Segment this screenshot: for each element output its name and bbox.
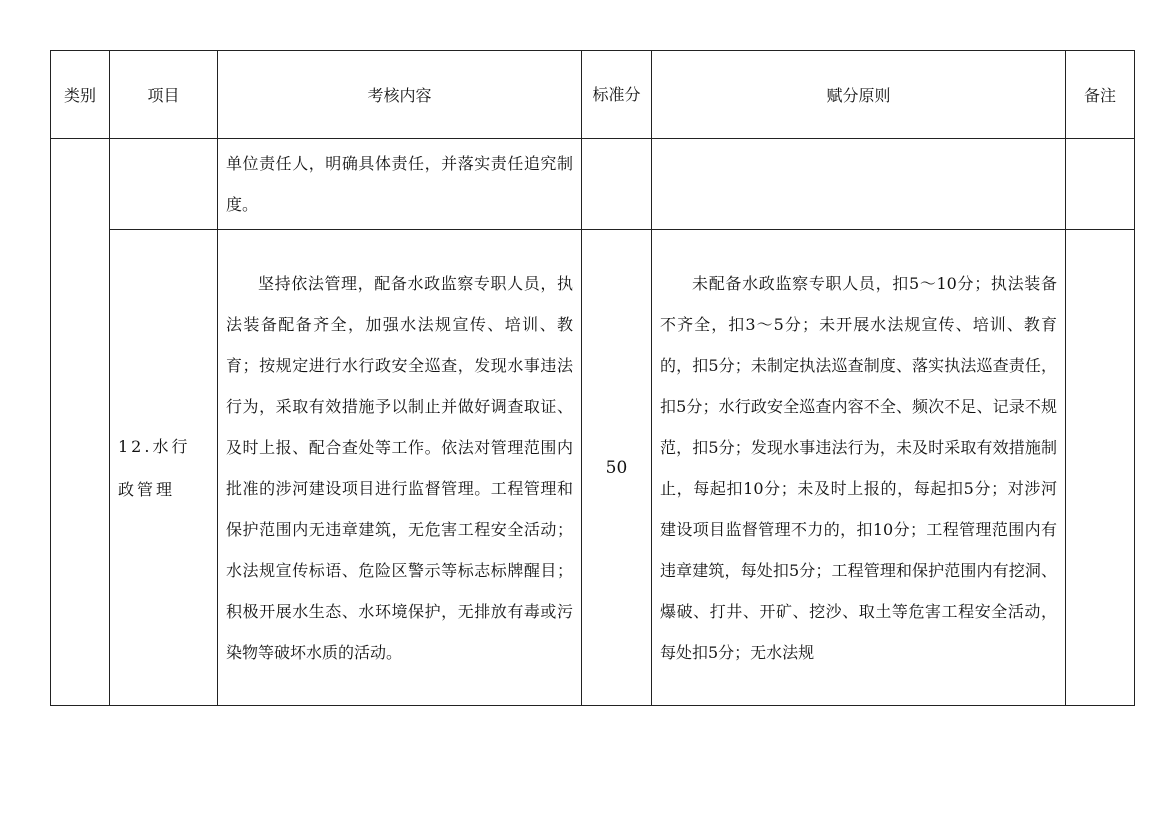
project-cell <box>110 139 218 230</box>
table-header-row <box>51 51 1135 139</box>
content-cell: 单位责任人，明确具体责任，并落实责任追究制度。 <box>218 139 582 230</box>
header-content: 考核内容 <box>218 51 582 139</box>
project-cell: 12.水行政管理 <box>110 230 218 706</box>
table-row <box>51 230 1135 706</box>
header-score: 标准分 <box>582 51 652 139</box>
table-row <box>51 139 1135 230</box>
score-cell: 50 <box>582 230 652 706</box>
header-project: 项目 <box>110 51 218 139</box>
assessment-table <box>50 50 1135 706</box>
header-principle: 赋分原则 <box>652 51 1066 139</box>
header-category: 类别 <box>51 51 110 139</box>
content-cell: 坚持依法管理，配备水政监察专职人员，执法装备配备齐全，加强水法规宣传、培训、教育；按规定进行水行政安全巡查，发现水事违法行为，采取有效措施予以制止并做好调查取证、及时上报、配合查处等工作。依法对管理范围内批准的涉河建设项目进行监督管理。工程管理和保护范围内无违章建筑，无危害工程安全活动；水法规宣传标语、危险区警示等标志标牌醒目；积极开展水生态、水环境保护，无排放有毒或污染物等破坏水质的活动。 <box>218 230 582 706</box>
principle-cell <box>652 139 1066 230</box>
category-cell <box>51 139 110 706</box>
header-remark: 备注 <box>1066 51 1135 139</box>
remark-cell <box>1066 230 1135 706</box>
remark-cell <box>1066 139 1135 230</box>
score-cell <box>582 139 652 230</box>
principle-cell: 未配备水政监察专职人员，扣5～10分；执法装备不齐全，扣3～5分；未开展水法规宣传、培训、教育的，扣5分；未制定执法巡查制度、落实执法巡查责任，扣5分；水行政安全巡查内容不全、频次不足、记录不规范，扣5分；发现水事违法行为，未及时采取有效措施制止，每起扣10分；未及时上报的，每起扣5分；对涉河建设项目监督管理不力的，扣10分；工程管理范围内有违章建筑，每处扣5分；工程管理和保护范围内有挖洞、爆破、打井、开矿、挖沙、取土等危害工程安全活动，每处扣5分；无水法规 <box>652 230 1066 706</box>
